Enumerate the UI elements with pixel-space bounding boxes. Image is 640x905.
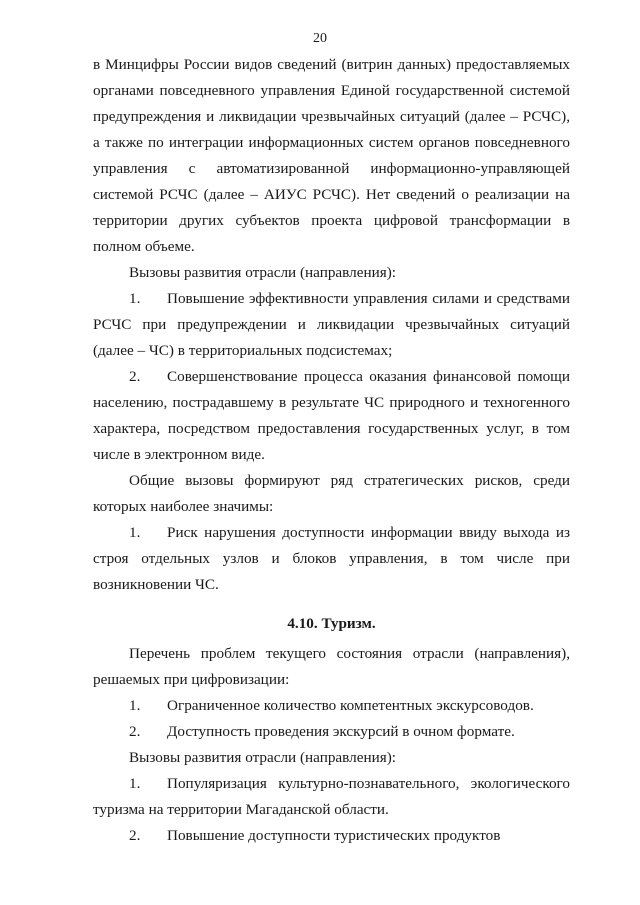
- list-item-number: 1.: [129, 524, 141, 541]
- list-item-text: Популяризация культурно-познавательного, экологического туризма на территории Магаданской области.: [93, 775, 570, 818]
- list-item-text: Повышение доступности туристических продуктов: [167, 827, 501, 844]
- paragraph: Перечень проблем текущего состояния отрасли (направления), решаемых при цифровизации:: [93, 645, 570, 688]
- list-item: [93, 286, 570, 364]
- list-item-number: 1.: [129, 290, 141, 307]
- list-item: [93, 364, 570, 468]
- list-item-number: 2.: [129, 723, 141, 740]
- list-item-number: 2.: [129, 368, 141, 385]
- list-item: [93, 719, 570, 745]
- list-item-number: 1.: [129, 775, 141, 792]
- list-item-number: 2.: [129, 827, 141, 844]
- list-item-text: Риск нарушения доступности информации ввиду выхода из строя отдельных узлов и блоков управления, в том числе при возникновении ЧС.: [93, 524, 570, 593]
- list-item-text: Доступность проведения экскурсий в очном формате.: [167, 723, 515, 740]
- list-item-number: 1.: [129, 697, 141, 714]
- list-item: [93, 771, 570, 823]
- paragraph: Вызовы развития отрасли (направления):: [129, 264, 396, 281]
- section-heading: 4.10. Туризм.: [287, 615, 376, 632]
- page-number: 20: [313, 31, 327, 46]
- list-item-text: Повышение эффективности управления силами и средствами РСЧС при предупреждении и ликвидации чрезвычайных ситуаций (далее – ЧС) в территориальных подсистемах;: [93, 290, 570, 359]
- document-body: [93, 52, 570, 849]
- paragraph: Общие вызовы формируют ряд стратегических рисков, среди которых наиболее значимы:: [93, 472, 570, 515]
- paragraph: в Минцифры России видов сведений (витрин данных) предоставляемых органами повседневного управления Единой государственной системой предупреждения и ликвидации чрезвычайных ситуаций (далее – РСЧС), а также по интеграции информационных систем органов повседневного управления с автоматизированной информационно-управляющей системой РСЧС (далее – АИУС РСЧС). Нет сведений о реализации на территории других субъектов проекта цифровой трансформации в полном объеме.: [93, 56, 570, 255]
- list-item-text: Ограниченное количество компетентных экскурсоводов.: [167, 697, 534, 714]
- list-item: [93, 693, 570, 719]
- list-item: [93, 823, 570, 849]
- list-item-text: Совершенствование процесса оказания финансовой помощи населению, пострадавшему в результате ЧС природного и техногенного характера, посредством предоставления государственных услуг, в том числе в электронном виде.: [93, 368, 570, 463]
- list-item: [93, 520, 570, 598]
- paragraph: Вызовы развития отрасли (направления):: [129, 749, 396, 766]
